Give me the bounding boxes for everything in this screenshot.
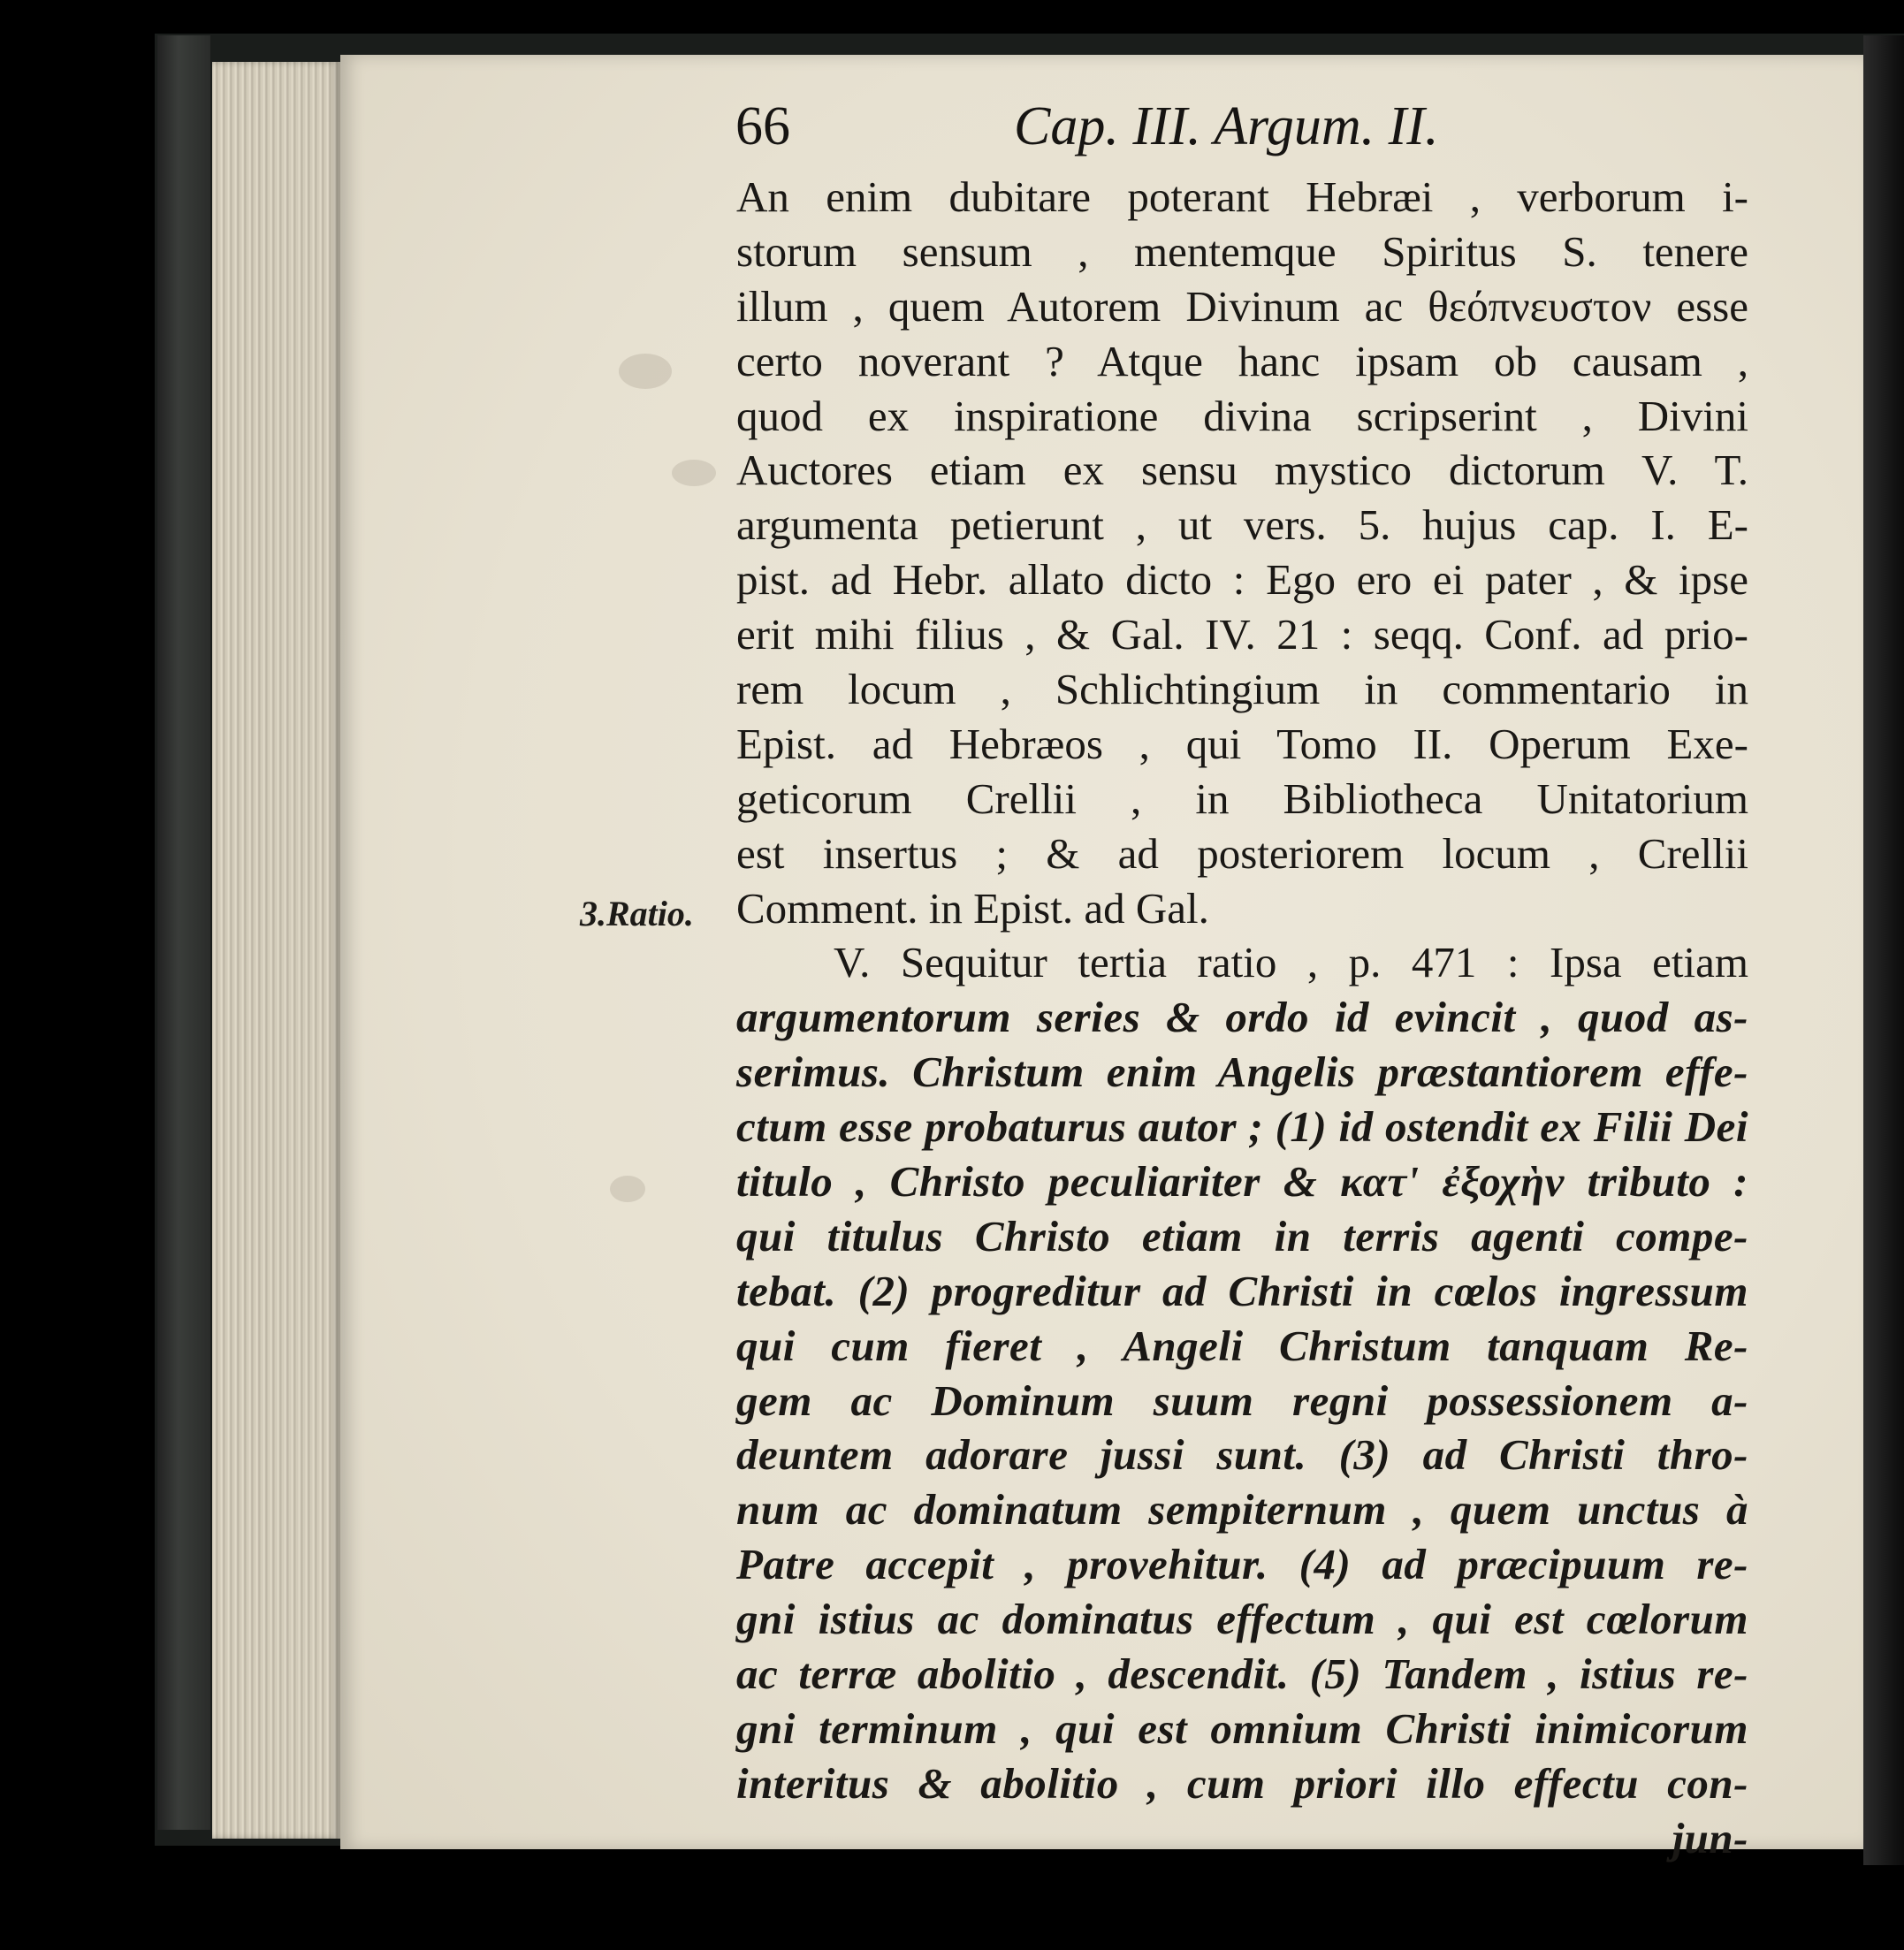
text-line: est insertus ; & ad posteriorem locum , Crellii	[736, 828, 1748, 878]
book-gutter	[1863, 35, 1904, 1865]
text-line: An enim dubitare poterant Hebræi , verborum i-	[736, 172, 1748, 221]
book-cover-edge	[157, 35, 210, 1830]
margin-note: 3.Ratio.	[580, 894, 694, 933]
text-line: certo noverant ? Atque hanc ipsam ob causam ,	[736, 336, 1748, 385]
italic-line: argumentorum series & ordo id evincit , quod as-	[736, 993, 1748, 1042]
italic-line: tebat. (2) progreditur ad Christi in cœlos ingressum	[736, 1266, 1748, 1315]
text-line: argumenta petierunt , ut vers. 5. hujus cap. I. E-	[736, 500, 1748, 550]
text-line: Auctores etiam ex sensu mystico dictorum V. T.	[736, 446, 1748, 495]
text-line: geticorum Crellii , in Bibliotheca Unitatorium	[736, 773, 1748, 823]
italic-line: qui cum fieret , Angeli Christum tanquam Re-	[736, 1321, 1748, 1370]
paper-stain	[619, 354, 672, 389]
italic-line: interitus & abolitio , cum priori illo effectu con-	[736, 1758, 1748, 1808]
italic-line: deuntem adorare jussi sunt. (3) ad Christi thro-	[736, 1430, 1748, 1480]
running-title: Cap. III. Argum. II.	[1014, 96, 1439, 156]
page-number: 66	[735, 96, 790, 156]
italic-line: gni terminum , qui est omnium Christi inimicorum	[736, 1703, 1748, 1753]
text-line: storum sensum , mentemque Spiritus S. tenere	[736, 226, 1748, 276]
italic-line: serimus. Christum enim Angelis præstantiorem effe-	[736, 1047, 1748, 1097]
text-line: illum , quem Autorem Divinum ac θεόπνευστον esse	[736, 281, 1748, 331]
italic-line: titulo , Christo peculiariter & κατ' ἐξοχὴν tributo :	[736, 1157, 1748, 1207]
italic-line: gem ac Dominum suum regni possessionem a-	[736, 1375, 1748, 1425]
page-stack-edges	[212, 62, 340, 1839]
italic-line: ctum esse probaturus autor ; (1) id ostendit ex Filii Dei	[736, 1102, 1748, 1152]
italic-line: ac terræ abolitio , descendit. (5) Tandem , istius re-	[736, 1649, 1748, 1699]
text-line: Comment. in Epist. ad Gal.	[736, 883, 1209, 933]
paper-stain	[672, 460, 716, 486]
text-line: rem locum , Schlichtingium in commentario in	[736, 665, 1748, 714]
text-line: pist. ad Hebr. allato dicto : Ego ero ei pater , & ipse	[736, 555, 1748, 605]
text-line: erit mihi filius , & Gal. IV. 21 : seqq. Conf. ad prio-	[736, 610, 1748, 659]
text-line: quod ex inspiratione divina scripserint , Divini	[736, 391, 1748, 440]
italic-line: num ac dominatum sempiternum , quem unctus à	[736, 1485, 1748, 1535]
italic-line: qui titulus Christo etiam in terris agenti compe-	[736, 1211, 1748, 1261]
running-header	[735, 95, 1619, 166]
catchword: jun-	[1672, 1813, 1748, 1862]
italic-line: Patre accepit , provehitur. (4) ad præcipuum re-	[736, 1540, 1748, 1589]
paragraph-start-line: V. Sequitur tertia ratio , p. 471 : Ipsa etiam	[834, 938, 1748, 987]
text-line: Epist. ad Hebræos , qui Tomo II. Operum Exe-	[736, 719, 1748, 768]
body-text	[736, 170, 1748, 1866]
paper-stain	[610, 1176, 645, 1202]
italic-line: gni istius ac dominatus effectum , qui est cœlorum	[736, 1595, 1748, 1644]
